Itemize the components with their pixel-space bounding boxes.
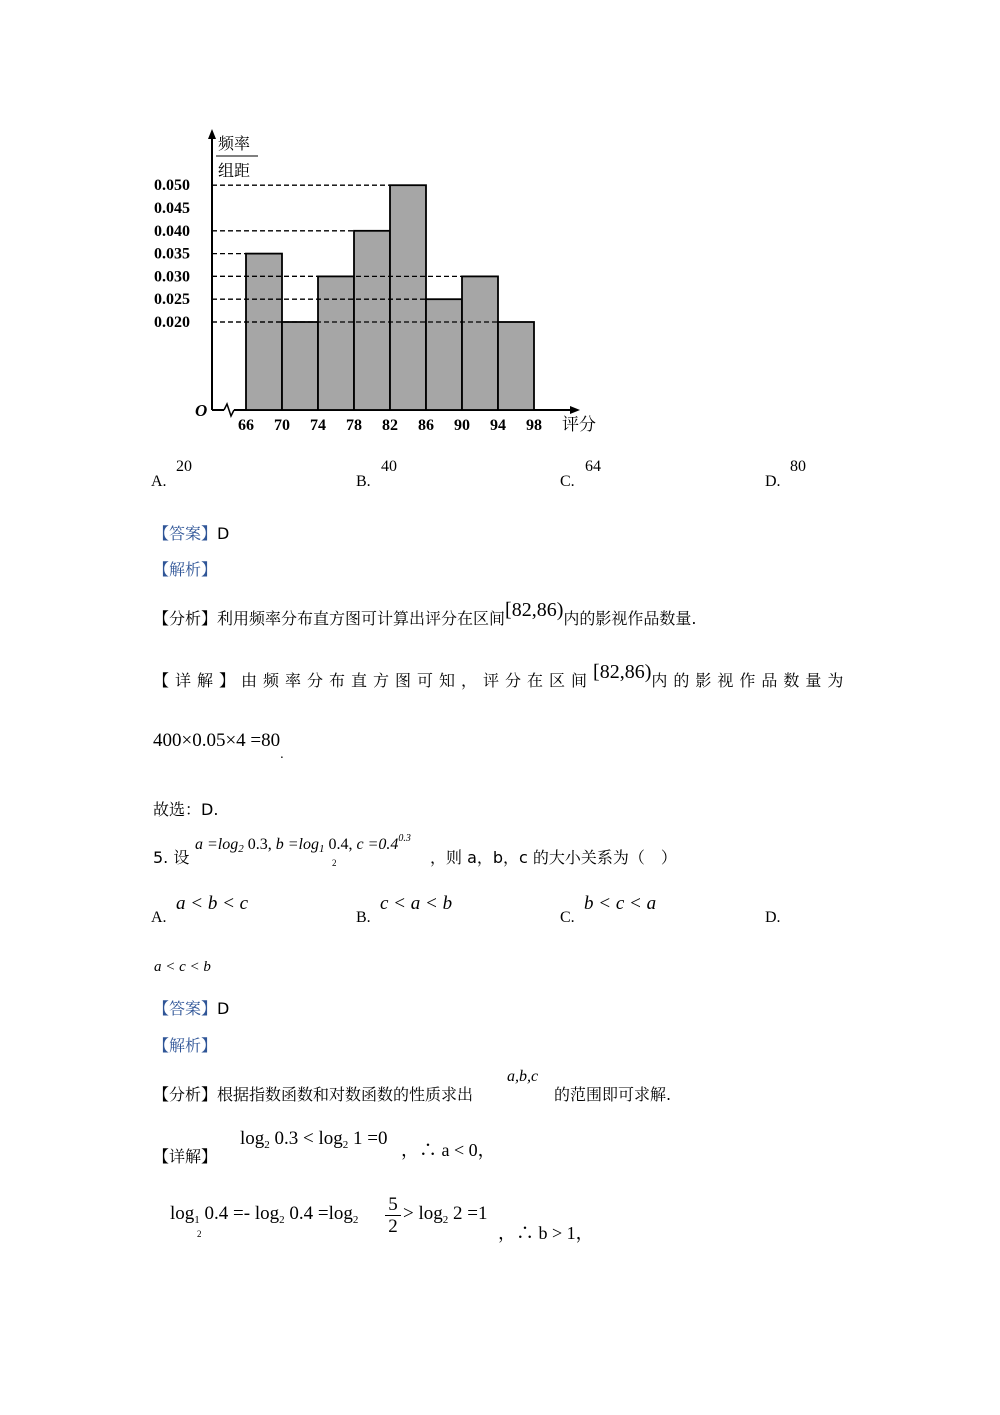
y-axis-arrow: [208, 129, 216, 139]
q5-option-a-value: a < b < c: [176, 893, 249, 914]
fraction-5-2: [385, 1195, 401, 1238]
x-tick-label: 66: [238, 417, 254, 434]
q4-analysis-tag: 【解析】: [153, 560, 218, 579]
def-a-base: 2: [238, 843, 244, 855]
xiangjie-tag: 【详解】: [153, 1147, 218, 1166]
fenxi-text: 利用频率分布直方图可计算出评分在区间: [217, 609, 506, 628]
log: log: [240, 1128, 265, 1149]
y-tick-label: 0.050: [154, 177, 190, 195]
x-tick-label: 86: [418, 417, 434, 434]
x-tick-label: 82: [382, 417, 398, 434]
line1-tail: ，∴ a < 0，: [401, 1140, 496, 1160]
fenxi-tag: 【分析】: [153, 1085, 218, 1104]
option-d-letter: D.: [765, 473, 781, 490]
histogram-bar: [354, 231, 390, 410]
x-axis-label: 评分: [562, 415, 596, 434]
xiangjie-text: 由频率分布直方图可知，评分在区间: [241, 671, 594, 690]
q4-fenxi: [153, 599, 697, 630]
log-base: 2: [279, 1214, 285, 1226]
y-tick-label: 0.020: [154, 314, 190, 331]
option-b-letter: B.: [356, 473, 371, 490]
xiangjie-tag: 【详解】: [153, 671, 242, 690]
calc-expression: 400×0.05×4 =80: [153, 730, 281, 751]
q5-option-b-value: c < a < b: [380, 893, 453, 914]
log: log: [170, 1203, 195, 1224]
option-d-value: 80: [790, 458, 806, 475]
x-tick-label: 90: [454, 417, 470, 434]
log-base-num: 1: [194, 1214, 200, 1226]
fenxi-tail: 内的影视作品数量.: [563, 609, 697, 628]
x-tick-label: 70: [274, 417, 290, 434]
q5-option-c-value: b < c < a: [584, 893, 657, 914]
interval: [82,86): [505, 599, 564, 621]
fenxi-tail: 的范围即可求解.: [554, 1085, 672, 1104]
expr: 1 =0: [348, 1128, 388, 1149]
answer-value: D: [217, 999, 230, 1018]
def-b-arg: 0.4,: [324, 836, 357, 853]
x-tick-label: 94: [490, 417, 506, 434]
expr: 0.4 =- log: [199, 1203, 280, 1224]
log-base: 2: [342, 1139, 349, 1151]
def-b-text: b =log: [275, 836, 319, 853]
expr: 2 =1: [448, 1203, 488, 1224]
option-c-letter: C.: [560, 473, 575, 490]
q5-stem-tail: ，则 a，b，c 的大小关系为（ ）: [430, 848, 677, 867]
q5-answer: [153, 996, 229, 1019]
def-c-exp: 0.3: [398, 833, 411, 844]
frequency-histogram: [150, 125, 610, 445]
expr: 0.3 < log: [269, 1128, 343, 1149]
histogram-bar: [462, 276, 498, 410]
axis-break: [224, 404, 234, 416]
histogram-bar: [282, 322, 318, 410]
frac-denominator: 2: [385, 1215, 401, 1238]
y-tick-label: 0.025: [154, 291, 190, 309]
q4-calc: [153, 730, 284, 762]
log-base: 2: [264, 1139, 270, 1151]
answer-tag: 【答案】: [153, 999, 218, 1018]
option-a-value: 20: [176, 458, 192, 475]
log-base: 2: [442, 1214, 449, 1226]
def-a: [195, 833, 411, 855]
q4-answer: [153, 521, 229, 544]
histogram-bar: [318, 276, 354, 410]
y-tick-label: 0.040: [154, 222, 190, 240]
answer-value: D: [217, 524, 230, 543]
log-base: 2: [352, 1214, 359, 1226]
histogram-bar: [246, 254, 282, 410]
q4-guxuan: 故选：D.: [153, 800, 219, 819]
q5-option-d-value: a < c < b: [154, 959, 211, 975]
option-b-value: 40: [381, 458, 397, 475]
expr: 0.4 =log: [284, 1203, 353, 1224]
y-tick-label: 0.030: [154, 268, 190, 286]
q5-xiangjie-line2: [153, 1195, 633, 1245]
line2-base-denominator: 2: [197, 1229, 202, 1239]
x-axis-arrow: [570, 406, 580, 414]
histogram-bar: [498, 322, 534, 410]
def-b-base-denominator: 2: [332, 858, 337, 868]
line2-expression-end: [403, 1203, 487, 1225]
frac-numerator: 5: [388, 1194, 398, 1215]
histogram-bar: [390, 185, 426, 410]
q5-number: 5. 设: [153, 848, 190, 867]
fenxi-tag: 【分析】: [153, 609, 218, 628]
q4-xiangjie: [153, 661, 850, 692]
line2-expression: [170, 1203, 358, 1225]
histogram-bar: [426, 299, 462, 410]
def-c-text: c =0.4: [356, 836, 399, 853]
interval: [82,86): [593, 661, 652, 683]
option-a-letter: A.: [151, 473, 167, 490]
fenxi-text: 根据指数函数和对数函数的性质求出: [217, 1085, 474, 1104]
origin-label: O: [195, 401, 208, 420]
line1-expression: [240, 1128, 388, 1150]
answer-tag: 【答案】: [153, 524, 218, 543]
xiangjie-tail: 内的影视作品数量为: [651, 671, 850, 690]
y-label-top: 频率: [218, 136, 251, 153]
expr: > log: [403, 1203, 443, 1224]
x-tick-label: 74: [310, 417, 326, 434]
y-tick-label: 0.035: [154, 245, 190, 263]
calc-dot: .: [280, 747, 284, 762]
line2-tail: ，∴ b > 1，: [498, 1223, 594, 1243]
x-tick-label: 78: [346, 417, 362, 434]
q5-option-d-letter: D.: [765, 909, 781, 926]
y-tick-label: 0.045: [154, 200, 190, 217]
y-label-bottom: 组距: [218, 163, 251, 180]
x-tick-label: 98: [526, 417, 542, 434]
q5-option-c-letter: C.: [560, 909, 575, 926]
def-a-arg: 0.3,: [243, 836, 276, 853]
q5-option-b-letter: B.: [356, 909, 371, 926]
def-b-base: 1: [319, 843, 325, 855]
q5-analysis-tag: 【解析】: [153, 1036, 218, 1055]
q5-option-a-letter: A.: [151, 909, 167, 926]
abc: a,b,c: [507, 1068, 539, 1085]
option-c-value: 64: [585, 458, 601, 475]
def-a-text: a =log: [195, 836, 239, 853]
